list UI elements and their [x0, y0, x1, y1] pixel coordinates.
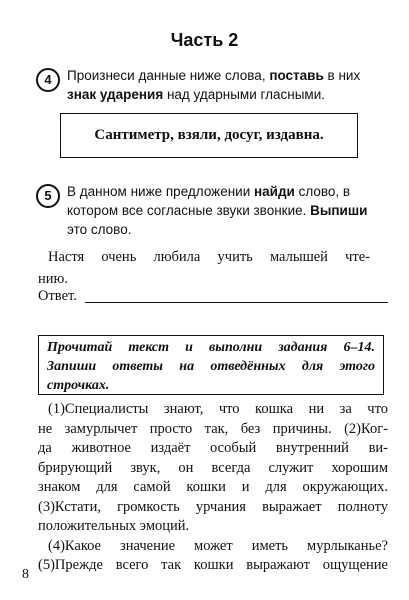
text-line: (1)Специалисты знают, что кошка ни за что	[48, 401, 388, 417]
instruction-line: Прочитай текст и выполни задания 6–14.	[47, 340, 375, 355]
answer-field[interactable]	[38, 288, 388, 308]
task-4-bold-verb: поставь	[269, 68, 324, 83]
text-line: (4)Какое значение может иметь мурлыканье?	[48, 537, 388, 554]
sentence-line: Настя очень любила учить малышей чте-	[48, 249, 370, 265]
text-line: да животное издаёт особый внутренний ви-	[38, 440, 388, 456]
task-5-text	[67, 182, 369, 239]
text-line: не замурлычет просто так, без причины. (2)Ког-	[38, 420, 388, 437]
page-number: 8	[22, 567, 29, 582]
task-4-bold-term: знак ударения	[67, 87, 164, 102]
task-4-text	[67, 66, 369, 104]
task-4-text-part: в них	[323, 68, 361, 83]
text-line: положительных эмоций.	[38, 518, 190, 534]
text-line: брирующий звук, он всегда служит хорошим	[38, 459, 388, 476]
page-title: Часть 2	[170, 30, 239, 50]
reading-text	[38, 400, 388, 576]
task-5-text-part: котором все согласные звуки звонкие.	[67, 203, 311, 218]
answer-line[interactable]	[85, 302, 388, 303]
task-4-text-part: Произнеси данные ниже слова,	[67, 68, 270, 83]
answer-label: Ответ.	[38, 288, 77, 304]
task-5-bold-verb: найди	[254, 184, 295, 199]
task-4-word-box: Сантиметр, взяли, досуг, издавна.	[60, 113, 358, 158]
task-5-sentence	[38, 246, 370, 290]
instruction-line: строчках.	[47, 378, 110, 393]
sentence-line: нию.	[38, 271, 68, 287]
task-4-text-part: над ударными гласными.	[163, 87, 325, 102]
text-line: (3)Кстати, громкость урчания выражает полноту	[38, 498, 388, 515]
task-5-text-part: это слово.	[67, 222, 132, 237]
instruction-box	[38, 335, 384, 395]
text-line: (5)Прежде всего так кошки выражают ощущение	[38, 557, 388, 573]
task-5-text-part: В данном ниже предложении	[67, 184, 254, 199]
text-line: знаком для самой кошки и для окружающих.	[38, 479, 388, 495]
task-number-5: 5	[36, 184, 60, 208]
task-number-4: 4	[36, 68, 60, 92]
instruction-line: Запиши ответы на отведённых для этого	[47, 359, 375, 374]
task-5-bold-verb: Выпиши	[310, 203, 368, 218]
task-5-text-part: слово, в	[294, 184, 351, 199]
